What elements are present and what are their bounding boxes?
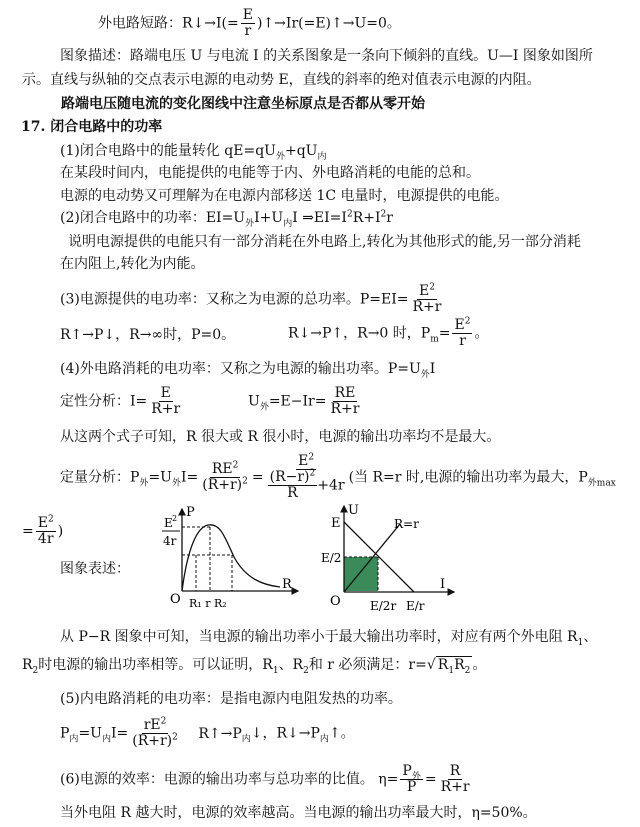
total-power-line: (3)电源提供的电功率：又称之为电源的总功率。P=EI= $\frac{E^2}{R+r}$ — [60, 282, 442, 315]
paragraph-p2: 在某段时间内，电能提供的电能等于内、外电路消耗的电能的总和。 — [60, 165, 480, 181]
qualitative-current: 定性分析：I= $\frac{E}{R+r}$ — [60, 385, 181, 417]
fraction-e-over-r: $\frac{E}{r}$ — [242, 7, 253, 39]
graph-desc-line-1: 图象描述：路端电压 U 与电流 I 的关系图象是一条向下倾斜的直线。U—I 图象如图所 — [60, 48, 593, 64]
total-power-analysis-b: R↓→P↑，R→0 时，$P_m=$ $\frac{E^2}{r}$ 。 — [288, 316, 489, 349]
r-equals-r-label: R=r — [394, 517, 419, 531]
paragraph-p3: 电源的电动势又可理解为在电源内部移送 1C 电量时，电源提供的电能。 — [60, 188, 509, 204]
paragraph-p11: 从这两个式子可知，R 很大或 R 很小时，电源的输出功率均不是最大。 — [60, 429, 501, 445]
section-17-title: 17. 闭合电路中的功率 — [21, 119, 163, 135]
e-half-label: E/2 — [321, 551, 342, 565]
paragraph-p5: 说明电源提供的电能只有一部分消耗在外电路上,转化为其他形式的能,另一部分消耗 — [68, 234, 581, 250]
paragraph-p16: (5)内电路消耗的电功率：是指电源内电阻发热的功率。 — [60, 691, 402, 707]
power-equation-line: (2)闭合电路中的功率：$EI=U_外I+U_内I$ $\Rightarrow EI=I^2R+I^2r$ — [60, 209, 393, 229]
energy-conversion-line: (1)闭合电路中的能量转化 $qE=qU_外+qU_内$ — [60, 143, 327, 162]
internal-power-line: $P_内=U_内I=$ $\frac{rE^2}{(R+r)^2}$ $R↑\to P_内↓$，$R↓\to P_内↑$。 — [60, 716, 355, 749]
p-r-graph — [158, 505, 303, 615]
total-power-analysis-a: R↑→P↓，R→∞时，P=0。 — [60, 327, 236, 343]
origin-label-ui: O — [330, 594, 341, 609]
e-over-r-label: E/r — [406, 599, 425, 613]
paragraph-p6: 在内阻上,转化为内能。 — [60, 256, 205, 272]
graph-label: 图象表述： — [60, 561, 130, 577]
efficiency-line: (6)电源的效率：电源的输出功率与总功率的比值。 η= $\frac{P_外}{P}$ = $\frac{R}{R+r}$ — [60, 763, 470, 795]
qualitative-voltage: $U_外=E-Ir=$ $\frac{RE}{R+r}$ — [248, 385, 360, 417]
origin-label: O — [170, 592, 181, 607]
4r-label: 4r — [163, 534, 177, 548]
r-axis-label: R — [282, 577, 292, 592]
output-power-line: (4)外电路消耗的电功率：又称之为电源的输出功率。$P=U_外I$ — [60, 361, 436, 380]
e2-label: E — [164, 516, 173, 530]
bold-note: 路端电压随电流的变化图线中注意坐标原点是否都从零开始 — [61, 96, 425, 112]
u-i-graph — [318, 500, 458, 618]
short-circuit-line: 外电路短路：R↓→I(= $\frac{E}{r}$ )↑→Ir(=E)↑→U=0。 — [98, 7, 401, 39]
p-axis-label: P — [186, 505, 195, 520]
r-ticks-label: R₁ r R₂ — [189, 597, 227, 610]
max-output-value: = $\frac{E^2}{4r}$ ) — [22, 514, 64, 547]
paragraph-p15b: $R_2$时电源的输出功率相等。可以证明，$R_1$、$R_2$和 r 必须满足：r=√ $R_1R_2$ 。 — [22, 657, 487, 676]
graph-desc-line-2: 示。直线与纵轴的交点表示电源的电动势 E，直线的斜率的绝对值表示电源的内阻。 — [22, 72, 541, 88]
e-over-2r-label: E/2r — [370, 599, 397, 613]
paragraph-p19: 当外电阻 R 越大时，电源的效率越高。当电源的输出功率最大时，η=50%。 — [60, 805, 537, 821]
e-label: E — [331, 516, 341, 531]
paragraph-p15a: 从 P−R 图象中可知，当电源的输出功率小于最大输出功率时，对应有两个外电阻 $R_1$、 — [60, 629, 598, 648]
i-axis-label: I — [440, 577, 446, 592]
u-axis-label: U — [348, 503, 359, 518]
p-r-curve — [182, 525, 280, 591]
quantitative-analysis-line: 定量分析：$P_外=U_外I=$ $\frac{RE^2}{(R+r)^2}$ = $E^2$ $\frac{(R-r)^2}{R}$ +4r (当 R=r 时,电源的输出功率为最大，$P_{外max}$ — [60, 452, 616, 501]
svg-text:2: 2 — [172, 514, 178, 523]
